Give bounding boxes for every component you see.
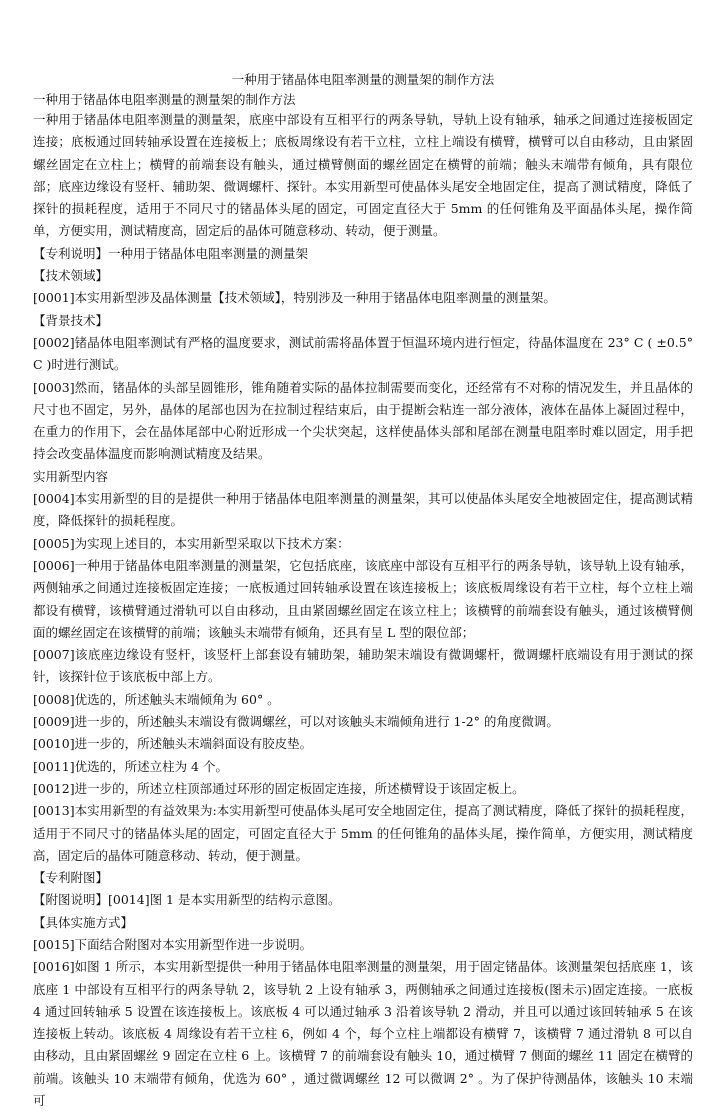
paragraph-0003: [0003]然而，锗晶体的头部呈圆锥形，锥角随着实际的晶体拉制需要而变化，还经常有不对称的情况发生，并且晶体的尺寸也不固定，另外，晶体的尾部也因为在拉制过程结束后，由于提断会粘连一部分液体，液体在晶体上凝固过程中，在重力的作用下，会在晶体尾部中心附近形成一个尖状突起，这样使晶体头部和尾部在测量电阻率时难以固定，用手把持会改变晶体温度而影响测试精度及结果。 bbox=[33, 379, 693, 462]
document-page bbox=[33, 70, 693, 1112]
paragraph-0014: 【附图说明】[0014]图 1 是本实用新型的结构示意图。 bbox=[33, 892, 341, 908]
paragraph-0013: [0013]本实用新型的有益效果为:本实用新型可使晶体头尾可安全地固定住，提高了测试精度，降低了探针的损耗程度，适用于不同尺寸的锗晶体头尾的固定，可固定直径大于 5mm 的任何锥角的晶体头尾，操作简单，方便实用，测试精度高，固定后的晶体可随意移动、转动，便于测量。 bbox=[33, 803, 693, 863]
section-heading-patent-description: 【专利说明】一种用于锗晶体电阻率测量的测量架 bbox=[33, 245, 309, 261]
section-heading-technical-field: 【技术领域】 bbox=[33, 268, 109, 284]
paragraph-0008: [0008]优选的，所述触头末端倾角为 60° 。 bbox=[33, 691, 280, 707]
paragraph-0015: [0015]下面结合附图对本实用新型作进一步说明。 bbox=[33, 936, 313, 952]
paragraph-heading: 一种用于锗晶体电阻率测量的测量架的制作方法 bbox=[33, 92, 296, 107]
section-heading-drawings: 【专利附图】 bbox=[33, 870, 109, 886]
paragraph-0012: [0012]进一步的，所述立柱顶部通过环形的固定板固定连接，所述横臂设于该固定板上。 bbox=[33, 780, 525, 796]
section-heading-content: 实用新型内容 bbox=[33, 468, 109, 484]
paragraph-0009: [0009]进一步的，所述触头末端设有微调螺丝，可以对该触头末端倾角进行 1-2° 的角度微调。 bbox=[33, 714, 559, 730]
paragraph-0011: [0011]优选的，所述立柱为 4 个。 bbox=[33, 758, 228, 774]
document-title: 一种用于锗晶体电阻率测量的测量架的制作方法 bbox=[231, 72, 495, 87]
paragraph-0005: [0005]为实现上述目的，本实用新型采取以下技术方案： bbox=[33, 535, 350, 551]
paragraph-0001: [0001]本实用新型涉及晶体测量【技术领域】，特别涉及一种用于锗晶体电阻率测量的测量架。 bbox=[33, 290, 556, 306]
section-heading-background: 【背景技术】 bbox=[33, 312, 109, 328]
paragraph-0002: [0002]锗晶体电阻率测试有严格的温度要求，测试前需将晶体置于恒温环境内进行恒定，待晶体温度在 23° C ( ±0.5° C )时进行测试。 bbox=[33, 334, 693, 373]
paragraph-0004: [0004]本实用新型的目的是提供一种用于锗晶体电阻率测量的测量架，其可以使晶体头尾安全地被固定住，提高测试精度，降低探针的损耗程度。 bbox=[33, 491, 693, 529]
section-heading-embodiment: 【具体实施方式】 bbox=[33, 914, 134, 930]
abstract-paragraph: 一种用于锗晶体电阻率测量的测量架，底座中部设有互相平行的两条导轨，导轨上设有轴承，轴承之间通过连接板固定连接；底板通过回转轴承设置在连接板上；底板周缘设有若干立柱，立柱上端设有横臂，横臂可以自由移动，且由紧固螺丝固定在立柱上；横臂的前端套设有触头，通过横臂侧面的螺丝固定在横臂的前端；触头末端带有倾角，具有限位部；底座边缘设有竖杆、辅助架、微调螺杆、探针。本实用新型可使晶体头尾安全地固定住，提高了测试精度，降低了探针的损耗程度，适用于不同尺寸的锗晶体头尾的固定，可固定直径大于 5mm 的任何锥角及平面晶体头尾，操作简单，方便实用，测试精度高，固定后的晶体可随意移动、转动，便于测量。 bbox=[33, 112, 693, 239]
paragraph-0006: [0006]一种用于锗晶体电阻率测量的测量架，它包括底座，该底座中部设有互相平行的两条导轨，该导轨上设有轴承，两侧轴承之间通过连接板固定连接；一底板通过回转轴承设置在该连接板上；该底板周缘设有若干立柱，每个立柱上端都设有横臂，该横臂通过滑轨可以自由移动，且由紧固螺丝固定在该立柱上；该横臂的前端套设有触头，通过该横臂侧面的螺丝固定在该横臂的前端；该触头末端带有倾角，还具有呈 L 型的限位部； bbox=[33, 557, 693, 640]
paragraph-0007: [0007]该底座边缘设有竖杆，该竖杆上部套设有辅助架，辅助架末端设有微调螺杆，微调螺杆底端设有用于测试的探针，该探针位于该底板中部上方。 bbox=[33, 647, 693, 685]
paragraph-0010: [0010]进一步的，所述触头末端斜面设有胶皮垫。 bbox=[33, 736, 313, 752]
paragraph-0016: [0016]如图 1 所示，本实用新型提供一种用于锗晶体电阻率测量的测量架，用于固定锗晶体。该测量架包括底座 1，该底座 1 中部设有互相平行的两条导轨 2，该导轨 2 上设有轴承 3，两侧轴承之间通过连接板(图未示)固定连接。一底板 4 通过回转轴承 5 设置在该连接板上。该底板 4 可以通过轴承 3 沿着该导轨 2 滑动，并且可以通过该回转轴承 5 在该连接板上转动。该底板 4 周缘设有若干立柱 6，例如 4 个，每个立柱上端都设有横臂 7，该横臂 7 通过滑轨 8 可以自由移动，且由紧固螺丝 9 固定在立柱 6 上。该横臂 7 的前端套设有触头 10，通过横臂 7 侧面的螺丝 11 固定在横臂的前端。该触头 10 末端带有倾角，优选为 60° ，通过微调螺丝 12 可以微调 2° 。为了保护待测晶体，该触头 10 末端可 bbox=[33, 959, 693, 1109]
